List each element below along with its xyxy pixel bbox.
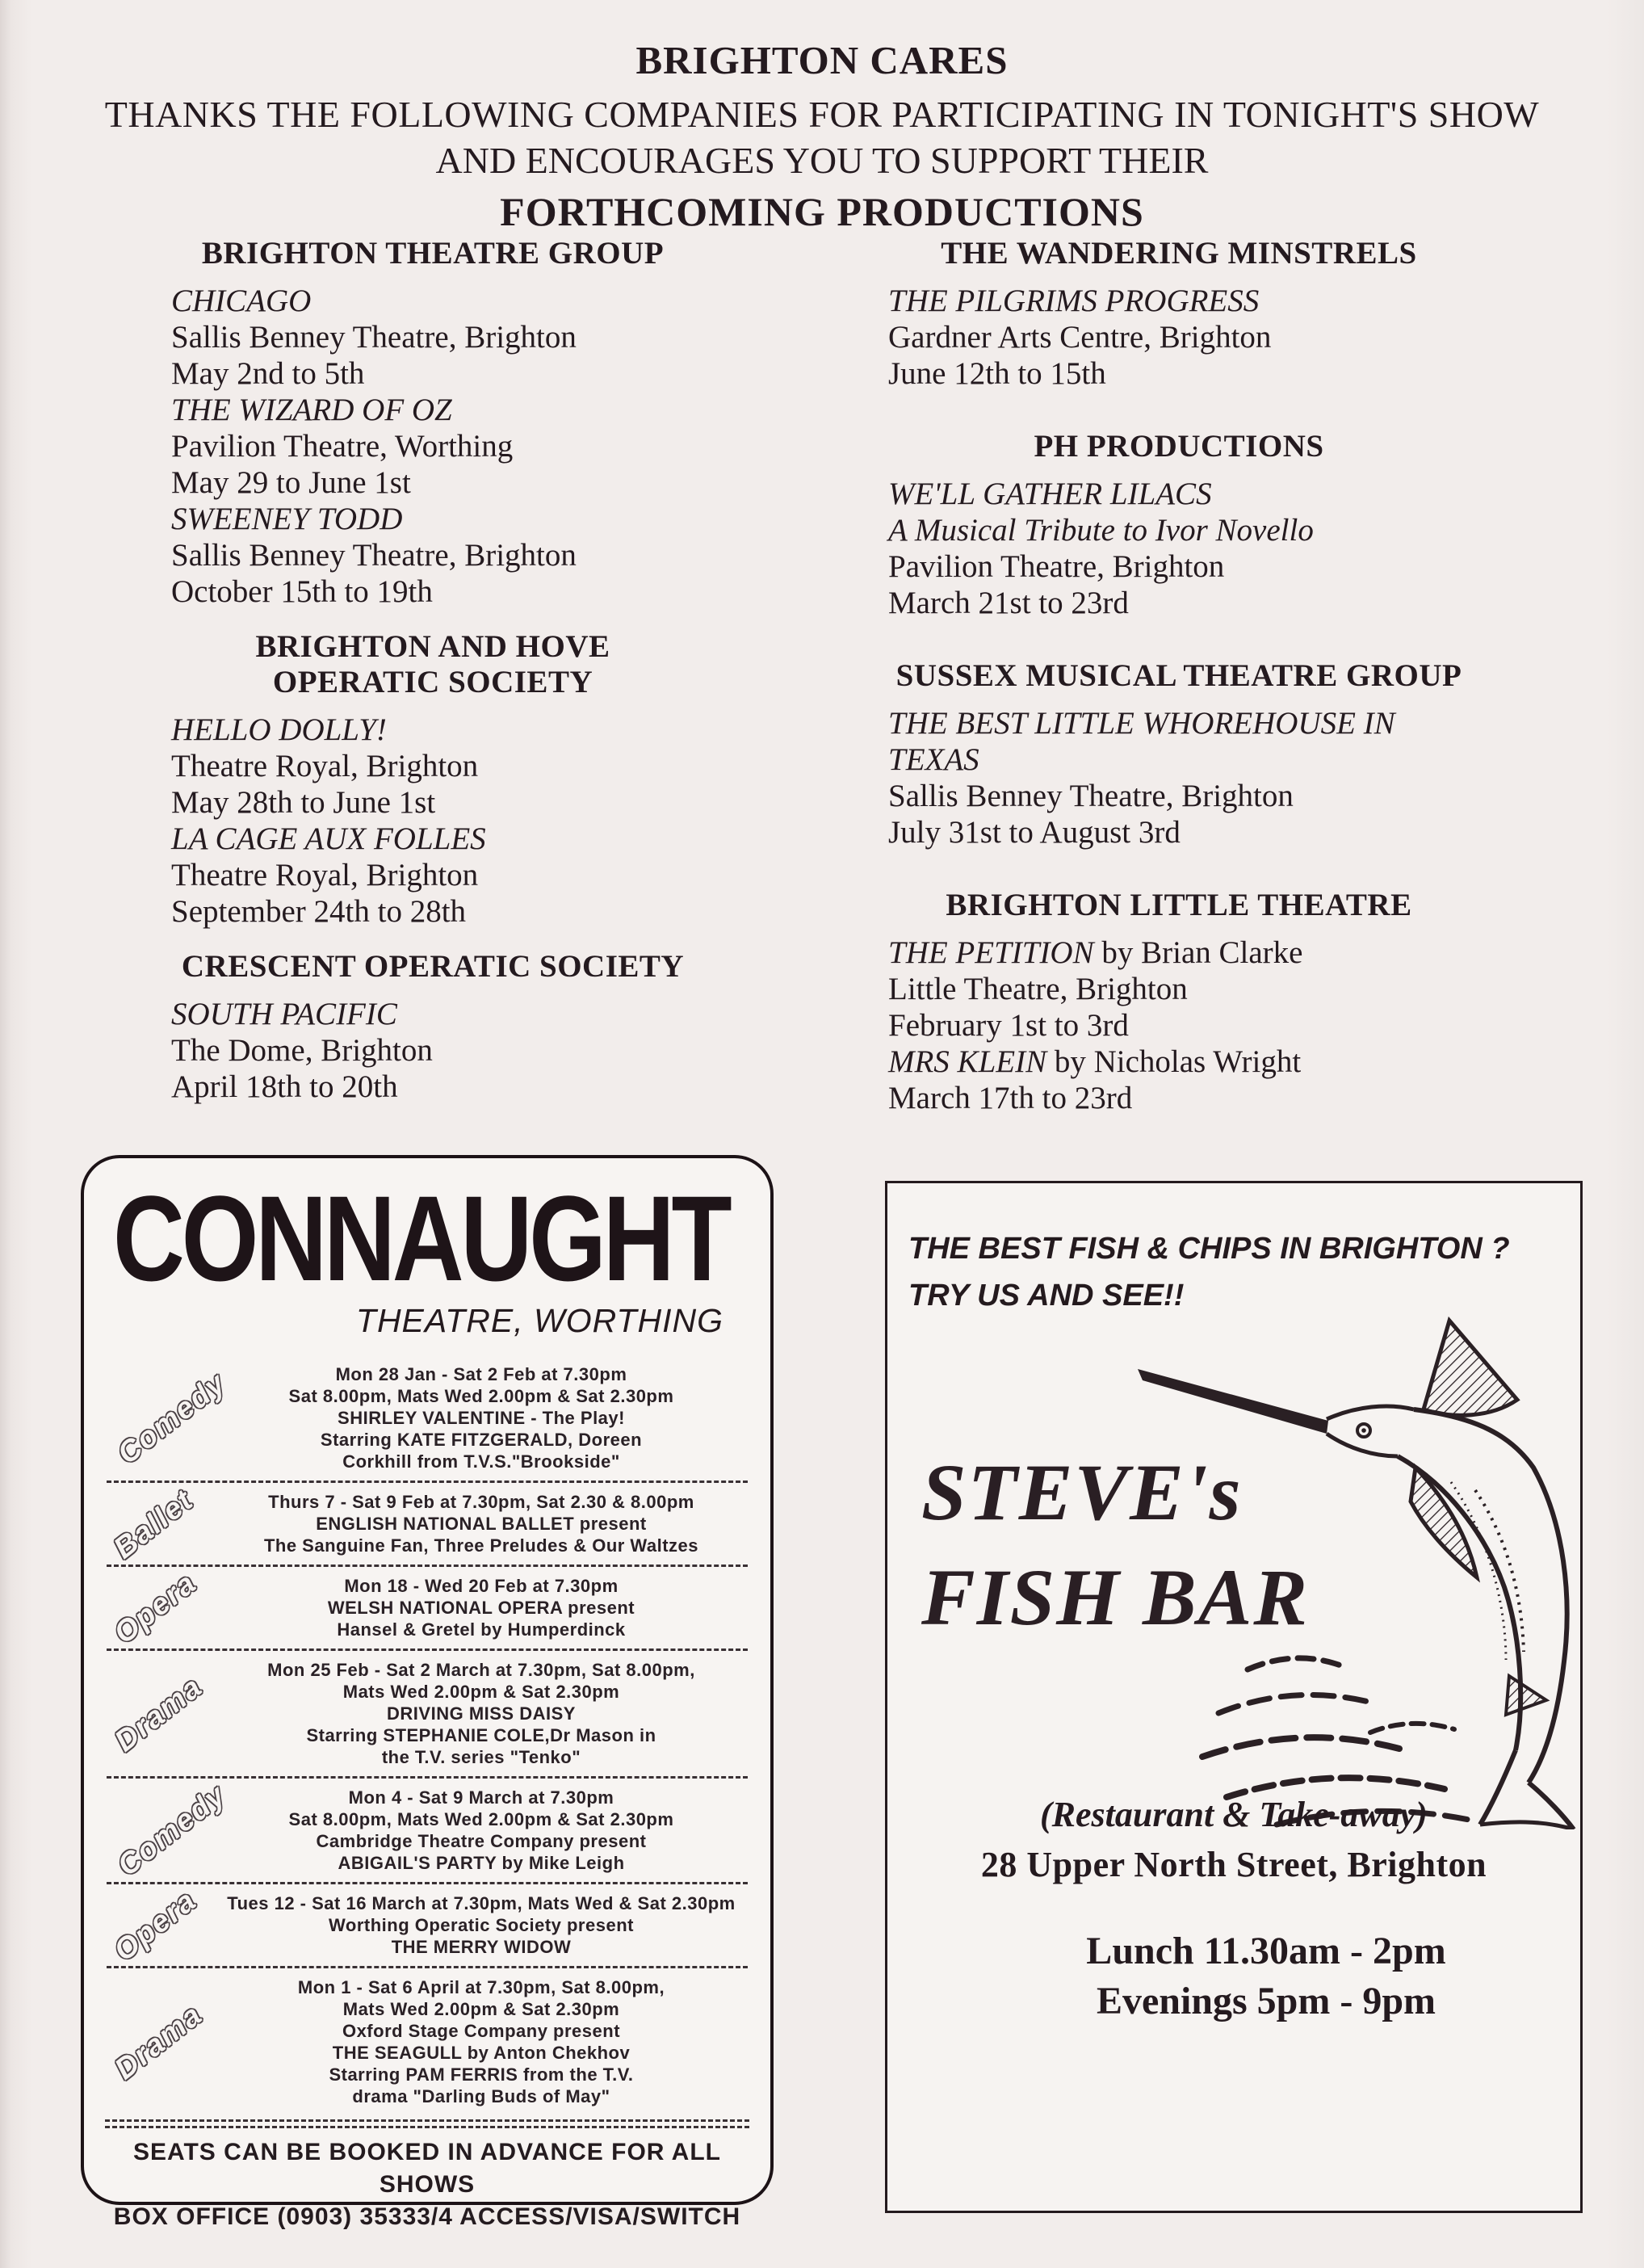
theatre-group	[888, 658, 1470, 850]
theatre-group	[171, 949, 694, 1105]
show-venue: Pavilion Theatre, Brighton	[888, 549, 1225, 585]
listing-line: Cambridge Theatre Company present	[316, 1831, 647, 1851]
show-title-line: LA CAGE AUX FOLLES	[171, 821, 486, 857]
listing-comedy-1	[84, 1358, 770, 1478]
show-dates: April 18th to 20th	[171, 1069, 398, 1105]
show-dates: May 29 to June 1st	[171, 465, 411, 501]
show-dates: September 24th to 28th	[171, 894, 467, 930]
listings-column-right	[888, 236, 1470, 1153]
listing-line: ABIGAIL'S PARTY by Mike Leigh	[338, 1853, 625, 1873]
listing-line: Mon 18 - Wed 20 Feb at 7.30pm	[344, 1576, 619, 1596]
group-heading: SUSSEX MUSICAL THEATRE GROUP	[895, 658, 1462, 694]
fish-bar-address: 28 Upper North Street, Brighton	[980, 1845, 1487, 1884]
listing-line: Starring KATE FITZGERALD, Doreen	[320, 1430, 643, 1450]
header-line: AND ENCOURAGES YOU TO SUPPORT THEIR	[435, 140, 1209, 181]
show-venue: Sallis Benney Theatre, Brighton	[888, 779, 1294, 814]
listing-ballet	[84, 1482, 770, 1564]
booking-info: SEATS CAN BE BOOKED IN ADVANCE FOR ALL SHOWS	[132, 2139, 721, 2198]
show-dates: May 2nd to 5th	[171, 356, 365, 392]
show-venue: Pavilion Theatre, Worthing	[171, 429, 514, 464]
listing-line: Oxford Stage Company present	[342, 2021, 621, 2041]
page-header	[0, 37, 1644, 235]
show-title-line: THE WIZARD OF OZ	[171, 393, 452, 428]
steves-fish-bar-ad	[885, 1181, 1583, 2213]
show-title-line: THE PILGRIMS PROGRESS	[888, 284, 1260, 319]
header-subtitle: FORTHCOMING PRODUCTIONS	[500, 189, 1144, 234]
connaught-theatre-ad	[81, 1155, 774, 2230]
listing-line: Sat 8.00pm, Mats Wed 2.00pm & Sat 2.30pm	[288, 1386, 674, 1406]
show-venue: Theatre Royal, Brighton	[171, 858, 479, 893]
listings-column-left	[171, 236, 694, 1124]
group-heading: THE WANDERING MINSTRELS	[941, 236, 1417, 271]
double-dashed-divider	[105, 2119, 749, 2128]
dashed-divider	[107, 1480, 748, 1483]
group-heading: BRIGHTON AND HOVE OPERATIC SOCIETY	[255, 629, 610, 700]
listing-line: Corkhill from T.V.S."Brookside"	[342, 1451, 620, 1472]
dashed-divider	[107, 1648, 748, 1651]
box-office-phone: BOX OFFICE (0903) 35333/4 ACCESS/VISA/SWITCH	[113, 2203, 741, 2230]
show-venue: Theatre Royal, Brighton	[171, 749, 479, 784]
listing-line: Mats Wed 2.00pm & Sat 2.30pm	[342, 1682, 620, 1702]
listing-line: the T.V. series "Tenko"	[381, 1747, 581, 1767]
show-venue: Sallis Benney Theatre, Brighton	[171, 538, 577, 573]
hours-line: Lunch 11.30am - 2pm	[1086, 1930, 1446, 1972]
listing-line: Mon 28 Jan - Sat 2 Feb at 7.30pm	[335, 1364, 627, 1384]
group-heading: PH PRODUCTIONS	[1034, 429, 1324, 464]
tagline-line: THE BEST FISH & CHIPS IN BRIGHTON ?	[908, 1232, 1510, 1266]
page-title: BRIGHTON CARES	[635, 38, 1009, 82]
group-heading: CRESCENT OPERATIC SOCIETY	[181, 949, 685, 985]
listing-line: Starring STEPHANIE COLE,Dr Mason in	[306, 1725, 656, 1745]
name-line: STEVE's	[921, 1447, 1243, 1537]
listing-line: WELSH NATIONAL OPERA present	[327, 1598, 635, 1618]
fish-bar-name	[921, 1440, 1309, 1650]
connaught-logo: CONNAUGHT	[113, 1170, 729, 1306]
listing-line: Mon 1 - Sat 6 April at 7.30pm, Sat 8.00pm,	[297, 1977, 665, 1997]
show-title-line: CHICAGO	[171, 284, 312, 319]
group-heading: BRIGHTON THEATRE GROUP	[201, 236, 665, 271]
theatre-group	[888, 888, 1470, 1116]
listing-line: ENGLISH NATIONAL BALLET present	[316, 1514, 647, 1534]
listing-line: drama "Darling Buds of May"	[352, 2086, 610, 2106]
box-office-footer	[105, 2119, 749, 2233]
show-dates: June 12th to 15th	[888, 356, 1106, 392]
theatre-group	[171, 629, 694, 930]
listing-comedy-2	[84, 1777, 770, 1883]
category-label: Comedy	[111, 1365, 233, 1470]
dashed-divider	[107, 1966, 748, 1968]
connaught-subtitle: THEATRE, WORTHING	[355, 1302, 723, 1339]
listing-line: THE MERRY WIDOW	[391, 1937, 572, 1957]
category-label: Ballet	[107, 1482, 200, 1564]
show-title-line: SOUTH PACIFIC	[171, 997, 397, 1032]
listing-drama-1	[84, 1653, 770, 1774]
dashed-divider	[107, 1882, 748, 1884]
listing-line: Mon 4 - Sat 9 March at 7.30pm	[348, 1787, 614, 1808]
listing-line: DRIVING MISS DAISY	[387, 1703, 576, 1724]
show-author: by Brian Clarke	[1093, 935, 1303, 971]
show-title-line: WE'LL GATHER LILACS	[888, 477, 1212, 512]
show-subtitle: A Musical Tribute to Ivor Novello	[888, 513, 1314, 548]
show-dates: October 15th to 19th	[171, 574, 433, 610]
show-venue: Gardner Arts Centre, Brighton	[888, 320, 1272, 355]
listing-line: The Sanguine Fan, Three Preludes & Our Waltzes	[263, 1535, 699, 1556]
fish-bar-descriptor: (Restaurant & Take-away)	[1040, 1795, 1428, 1834]
dashed-divider	[107, 1776, 748, 1779]
show-title-line: MRS KLEIN by Nicholas Wright	[888, 1044, 1302, 1080]
listing-line: Sat 8.00pm, Mats Wed 2.00pm & Sat 2.30pm	[288, 1809, 674, 1829]
listing-line: SHIRLEY VALENTINE - The Play!	[338, 1408, 625, 1428]
show-dates: May 28th to June 1st	[171, 785, 436, 821]
listing-line: Thurs 7 - Sat 9 Feb at 7.30pm, Sat 2.30 & 8.00pm	[268, 1492, 694, 1512]
category-label: Comedy	[111, 1777, 233, 1883]
category-label: Opera	[107, 1882, 203, 1968]
show-dates: July 31st to August 3rd	[888, 815, 1181, 850]
show-dates: February 1st to 3rd	[888, 1008, 1129, 1044]
show-dates: March 17th to 23rd	[888, 1081, 1133, 1116]
show-venue: The Dome, Brighton	[171, 1033, 433, 1069]
theatre-group	[888, 236, 1470, 392]
category-label: Drama	[108, 1997, 209, 2086]
show-dates: March 21st to 23rd	[888, 586, 1129, 621]
tagline-line: TRY US AND SEE!!	[908, 1279, 1185, 1312]
listing-opera-1	[84, 1564, 770, 1650]
show-title-line: SWEENEY TODD	[171, 502, 403, 537]
show-venue: Sallis Benney Theatre, Brighton	[171, 320, 577, 355]
show-title-line: THE PETITION by Brian Clarke	[888, 935, 1303, 971]
name-line: FISH BAR	[921, 1552, 1310, 1642]
listing-line: THE SEAGULL by Anton Chekhov	[332, 2043, 631, 2063]
group-heading: BRIGHTON LITTLE THEATRE	[946, 888, 1412, 923]
listing-line: Mats Wed 2.00pm & Sat 2.30pm	[342, 1999, 620, 2019]
header-line: THANKS THE FOLLOWING COMPANIES FOR PARTICIPATING IN TONIGHT'S SHOW	[104, 94, 1540, 135]
category-label: Opera	[107, 1564, 203, 1650]
connaught-listings	[84, 1358, 770, 2113]
listing-drama-2	[84, 1971, 770, 2113]
listing-line: Tues 12 - Sat 16 March at 7.30pm, Mats Wed & Sat 2.30pm	[227, 1893, 736, 1913]
listing-opera-2	[84, 1882, 770, 1968]
listing-line: Starring PAM FERRIS from the T.V.	[329, 2064, 634, 2085]
listing-line: Worthing Operatic Society present	[329, 1915, 634, 1935]
theatre-group	[171, 236, 694, 610]
category-label: Drama	[108, 1669, 209, 1758]
dashed-divider	[107, 1564, 748, 1567]
fish-bar-hours	[920, 1926, 1613, 2026]
hours-line: Evenings 5pm - 9pm	[1096, 1980, 1436, 2022]
theatre-group	[888, 429, 1470, 621]
show-author: by Nicholas Wright	[1046, 1044, 1302, 1080]
show-title-line: THE BEST LITTLE WHOREHOUSE IN TEXAS	[888, 706, 1395, 778]
listing-line: Mon 25 Feb - Sat 2 March at 7.30pm, Sat 8.00pm,	[267, 1660, 695, 1680]
listing-line: Hansel & Gretel by Humperdinck	[337, 1619, 626, 1640]
show-title-line: HELLO DOLLY!	[171, 712, 387, 748]
show-venue: Little Theatre, Brighton	[888, 972, 1188, 1007]
